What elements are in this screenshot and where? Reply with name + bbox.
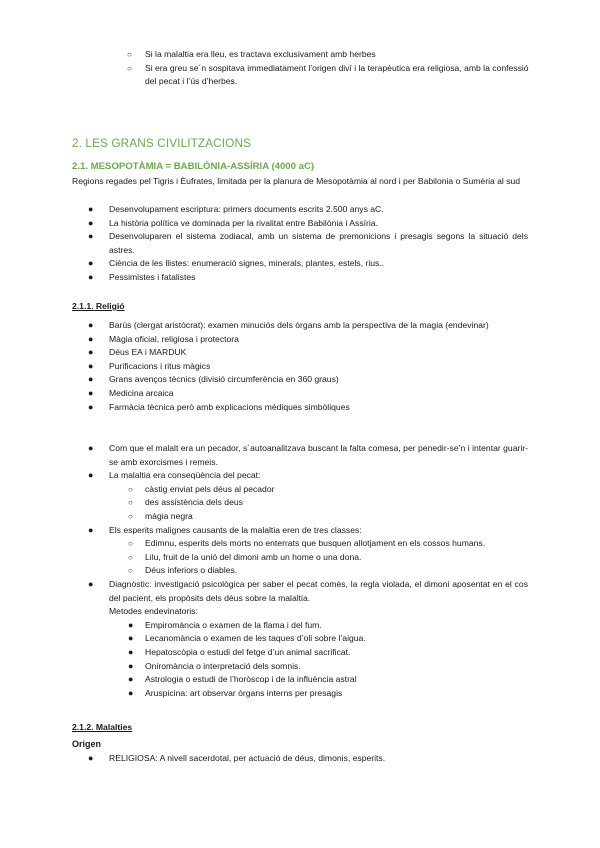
filled-bullet-icon: ● [88, 320, 94, 330]
filled-bullet-icon: ● [88, 387, 94, 398]
list-item: ○ càstig enviat pels déus al pecador [145, 483, 528, 497]
list-item: ● Hepatoscòpia o estudi del fetge d’un animal sacrificat. [145, 646, 528, 660]
list-item: ● Astrologia o estudi de l’horòscop i de la influència astral [145, 673, 528, 687]
list-item: ● La història política ve dominada per la rivalitat entre Babilònia i Assíria. [0, 217, 528, 231]
filled-bullet-icon: ● [88, 360, 94, 371]
list-item: ○ màgia negra [145, 510, 528, 524]
features-list [0, 203, 528, 285]
filled-bullet-icon: ● [88, 333, 94, 344]
filled-bullet-icon: ● [88, 578, 94, 589]
filled-bullet-icon: ● [88, 347, 94, 358]
malalties-heading: 2.1.2. Malalties [72, 722, 133, 732]
filled-bullet-icon: ● [128, 646, 134, 657]
list-item: ● Desenvolupament escriptura: primers documents escrits 2.500 anys aC. [0, 203, 528, 217]
list-item: ○ Si era greu se´n sospitava immediatament l’origen diví i la terapèutica era religiosa, amb la confessió del pecat i l’ús d’herbes. [127, 62, 529, 87]
list-item: ● Ciència de les llistes: enumeració signes, minerals, plantes, estels, rius.. [0, 257, 528, 271]
malaltia-list [0, 442, 528, 700]
filled-bullet-icon: ● [128, 674, 134, 685]
list-item: ● Aruspicina: art observar òrgans interns per presagis [145, 687, 528, 701]
list-item: ● Pessimistes i fatalistes [0, 271, 528, 285]
intro-paragraph: Regions regades pel Tigris i Èufrates, limitada per la planura de Mesopotàmia al nord i per Babilonia o Sumèria al sud [72, 176, 521, 186]
circle-bullet-icon: ○ [128, 484, 133, 494]
circle-bullet-icon: ○ [128, 566, 133, 576]
section-title: 2. LES GRANS CIVILITZACIONS [72, 136, 252, 150]
circle-bullet-icon: ○ [127, 63, 132, 73]
list-item: ○ des assistència dels deus [145, 496, 528, 510]
list-item: ● Els esperits malignes causants de la malaltia eren de tres classes: ○ Edimnu, esperits dels morts no enterrats que busquen allotjament en els cossos humans. ○ Lilu, fruit de la unió del dimoni amb un home o una dona. ○ Déus inferiors o diables. [0, 524, 528, 578]
list-item: ○ Edimnu, esperits dels morts no enterrats que busquen allotjament en els cossos humans. [145, 537, 528, 551]
consequencia-sublist [109, 483, 528, 524]
filled-bullet-icon: ● [128, 619, 134, 630]
circle-bullet-icon: ○ [128, 539, 133, 549]
filled-bullet-icon: ● [128, 687, 134, 698]
list-item: ● Purificacions i ritus màgics [0, 360, 528, 374]
continued-list [0, 48, 530, 89]
filled-bullet-icon: ● [128, 633, 134, 644]
circle-bullet-icon: ○ [127, 50, 132, 59]
list-item: ● Desenvoluparen el sistema zodiacal, amb un sistema de premonicions i presagis segons la situació dels astres. [88, 231, 528, 255]
subsection-title: 2.1. MESOPOTÀMIA = BABILÒNIA-ASSÍRIA (4000 aC) [72, 161, 315, 172]
origen-heading: Origen [72, 739, 102, 749]
list-item: ○ Lilu, fruit de la unió del dimoni amb un home o una dona. [145, 551, 528, 565]
list-item: ● RELIGIOSA: A nivell sacerdotal, per actuació de déus, dimonis, esperits. [0, 752, 528, 766]
filled-bullet-icon: ● [88, 271, 94, 282]
list-item: ● Màgia oficial, religiosa i protectora [0, 333, 528, 347]
filled-bullet-icon: ● [88, 470, 94, 481]
metodes-label: Metodes endevinatoris: [109, 606, 198, 617]
filled-bullet-icon: ● [88, 524, 94, 535]
list-item: ● Empiromància o examen de la flama i del fum. [145, 619, 528, 633]
list-item: ● Oniromància o interpretació dels somnis. [145, 660, 528, 674]
esperits-sublist [109, 537, 528, 578]
religio-list [0, 319, 528, 414]
filled-bullet-icon: ● [88, 401, 94, 412]
list-item: ○ Si la malaltia era lleu, es tractava exclusivament amb herbes [0, 48, 530, 62]
list-item: ● Diagnòstic: investigació psicològica per saber el pecat comès, la regla violada, el dimoni aposentat en el cos del pacient, els propòsits dels déus sobre la malaltia. Metodes endevinatoris: ● Empiromància o examen de la flama i del fum. ● Lecanomància o examen de les taques d’oli sobre l’aigua. ● Hepatoscòpia o estudi del fetge d’un animal sacrificat. ● Oniromància o interpretació dels somnis. ● Astrologia o estudi de l’horòscop i de la influència astral ● Aruspicina: art observar òrgans interns per presagis [0, 578, 528, 700]
metodes-sublist [109, 619, 528, 701]
filled-bullet-icon: ● [88, 443, 94, 453]
religio-heading: 2.1.1. Religió [72, 301, 125, 311]
list-item: ● Barús (clergat aristòcrat): examen minuciós dels òrgans amb la perspectiva de la magia (endevinar) [0, 319, 528, 333]
list-item: ● Grans avenços tècnics (divisió circumferència en 360 graus) [0, 373, 528, 387]
circle-bullet-icon: ○ [128, 552, 133, 562]
list-item: ● Com que el malalt era un pecador, s´autoanalitzava buscant la falta comesa, per penedir-se’n i intentar guarir-se amb exorcismes i remeis. [88, 443, 528, 467]
list-item: ● La malaltia era conseqüència del pecat: ○ càstig enviat pels déus al pecador ○ des assistència dels deus ○ màgia negra [0, 469, 528, 523]
filled-bullet-icon: ● [88, 258, 94, 269]
list-item: ● Lecanomància o examen de les taques d’oli sobre l’aigua. [145, 632, 528, 646]
filled-bullet-icon: ● [88, 753, 94, 763]
filled-bullet-icon: ● [88, 374, 94, 385]
list-item: ○ Déus inferiors o diables. [145, 564, 528, 578]
list-item: ● Farmàcia tècnica però amb explicacions mèdiques simbòliques [0, 401, 528, 415]
circle-bullet-icon: ○ [128, 498, 133, 508]
origen-list [0, 752, 528, 766]
list-item: ● Déus EA i MARDUK [0, 346, 528, 360]
circle-bullet-icon: ○ [128, 511, 133, 521]
filled-bullet-icon: ● [88, 217, 94, 228]
filled-bullet-icon: ● [88, 231, 94, 242]
filled-bullet-icon: ● [128, 660, 134, 671]
filled-bullet-icon: ● [88, 204, 94, 214]
list-item: ● Medicina arcaica [0, 387, 528, 401]
